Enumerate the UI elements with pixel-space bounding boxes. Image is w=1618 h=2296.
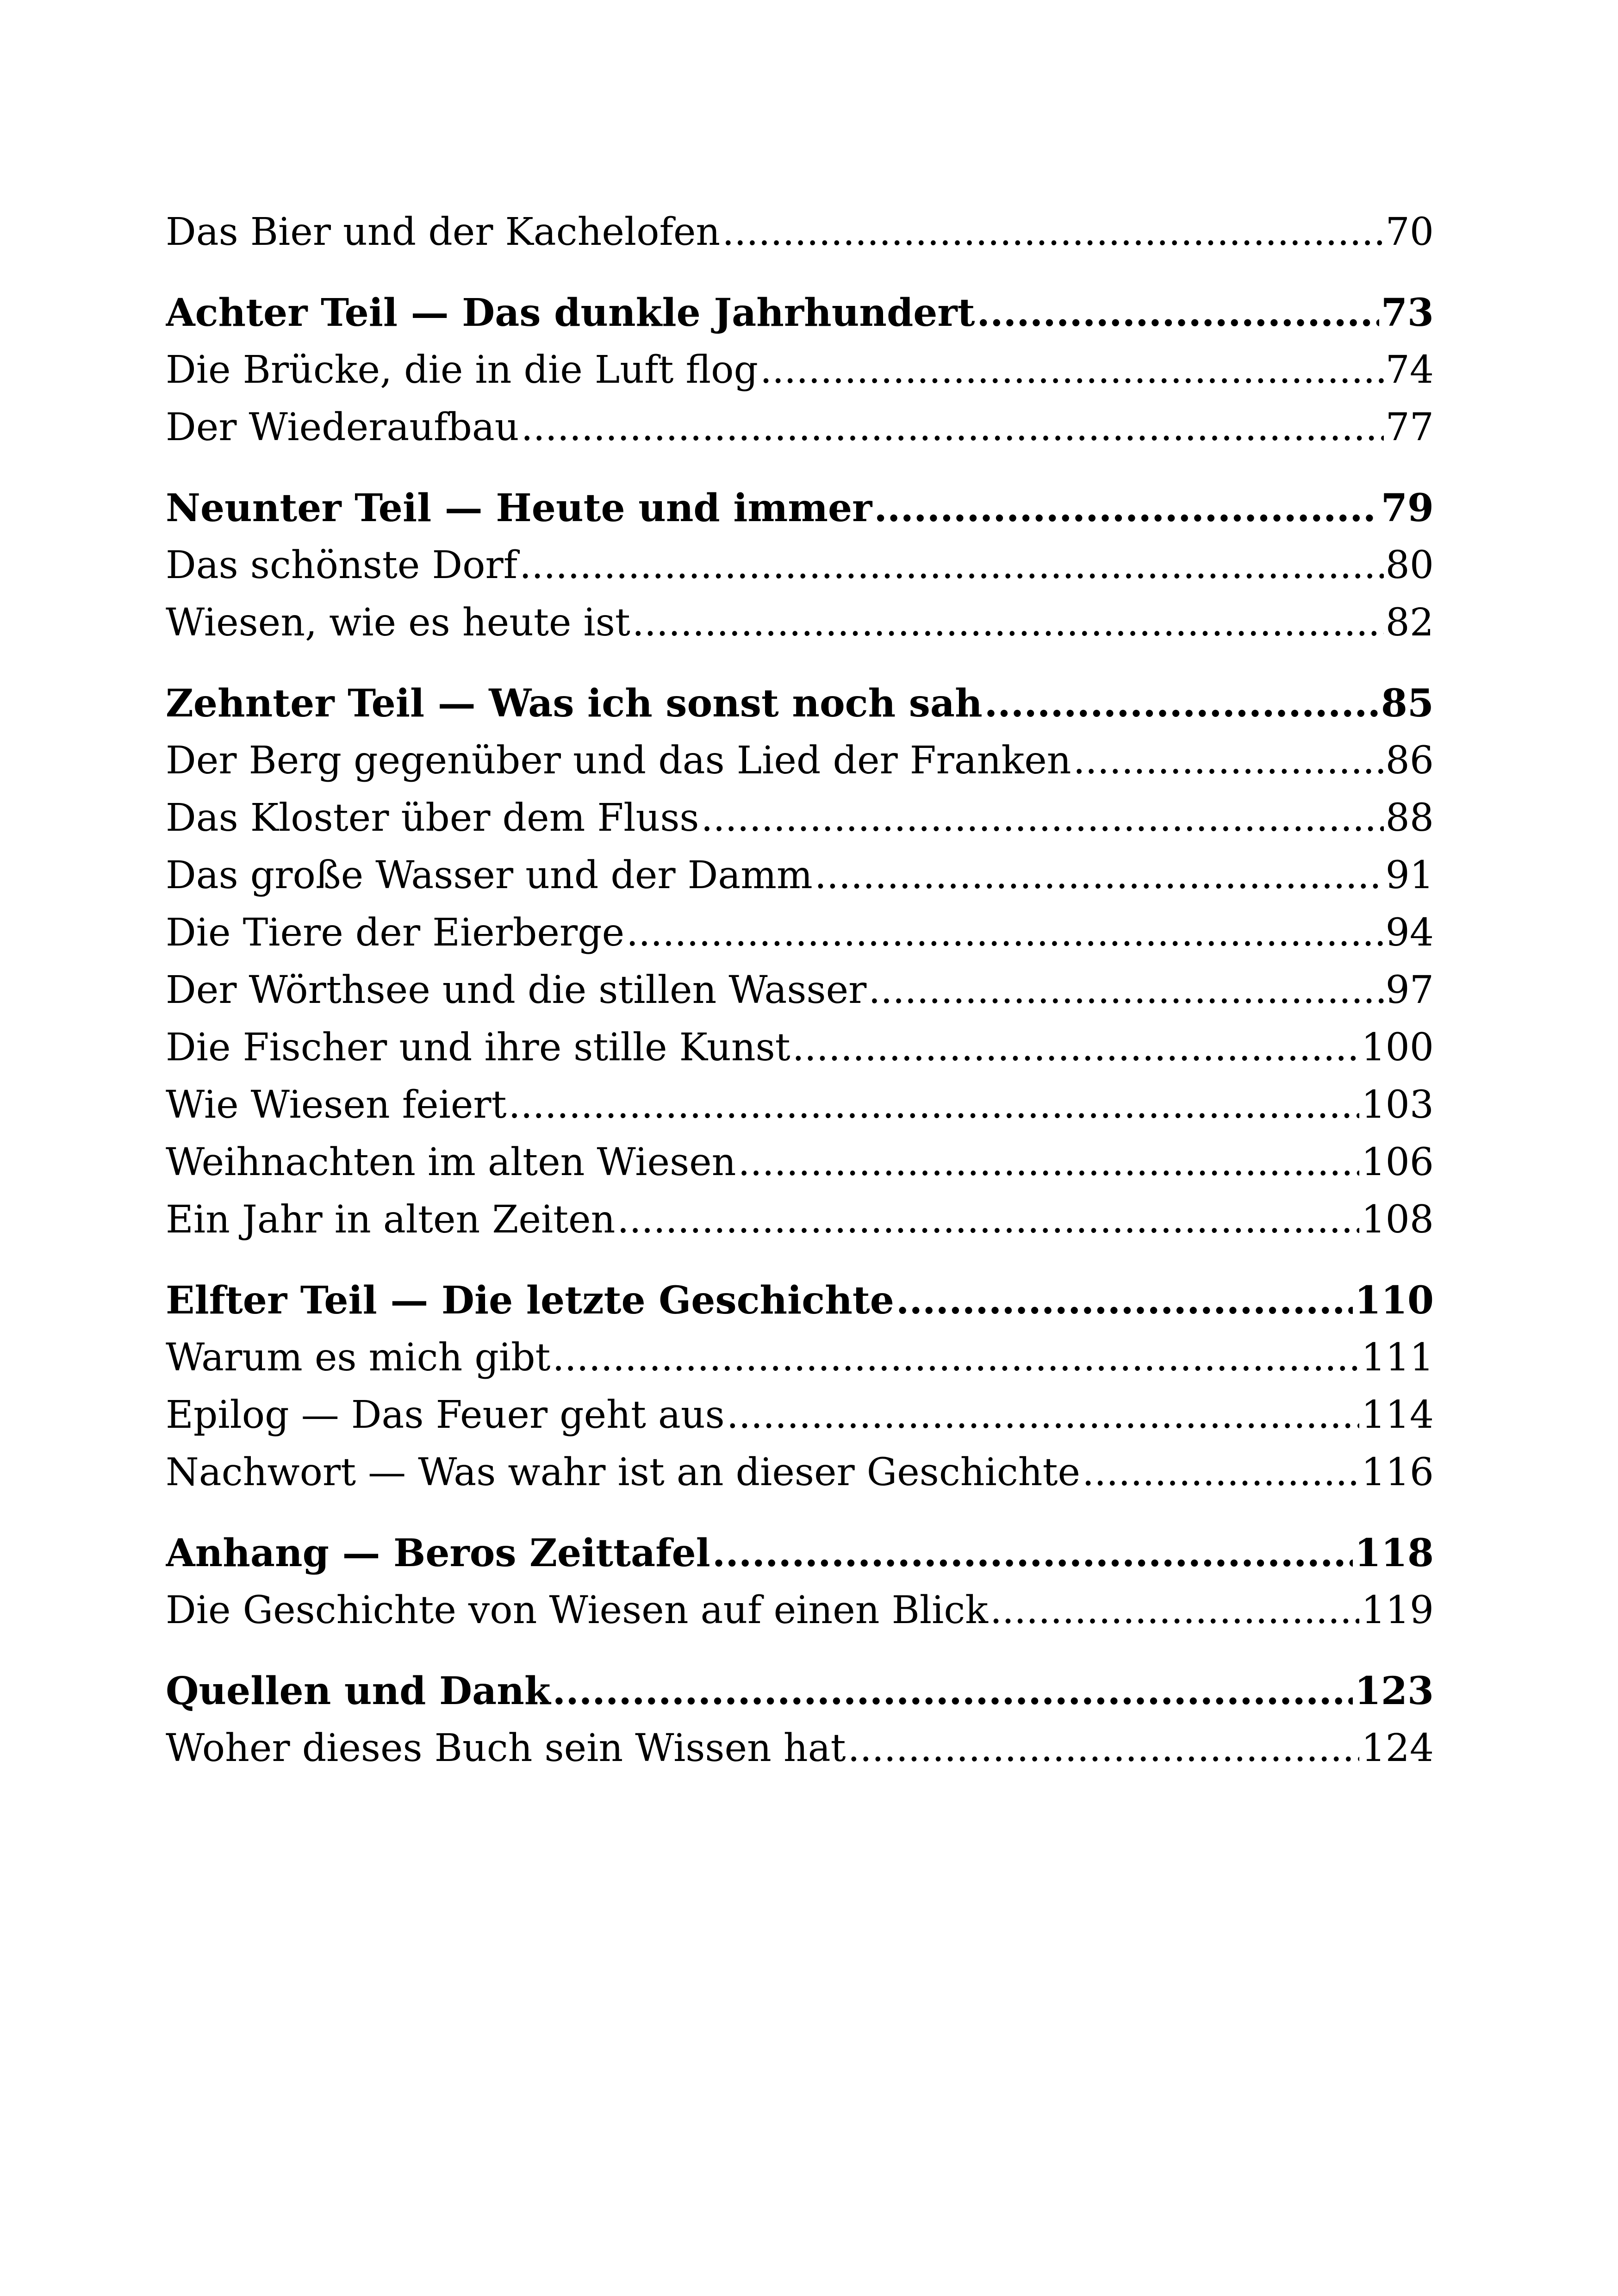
toc-entry-page: 106: [1361, 1140, 1434, 1184]
toc-entry-page: 111: [1361, 1336, 1434, 1380]
dot-leader: [1073, 732, 1384, 790]
toc-entry: [166, 1076, 1434, 1134]
toc-entry-title: Quellen und Dank: [166, 1669, 551, 1713]
toc-entry-title: Wie Wiesen feiert: [166, 1083, 507, 1127]
toc-entry-title: Zehnter Teil — Was ich sonst noch sah: [166, 681, 983, 726]
toc-entry-title: Weihnachten im alten Wiesen: [166, 1140, 736, 1184]
toc-entry: [166, 594, 1434, 652]
toc-entry-page: 82: [1385, 601, 1434, 645]
toc-entry-page: 100: [1361, 1026, 1434, 1070]
toc-entry: [166, 1444, 1434, 1501]
toc-part-heading: [166, 1272, 1434, 1329]
toc-entry-title: Nachwort — Was wahr ist an dieser Geschichte: [166, 1450, 1081, 1494]
toc-part-heading: [166, 1662, 1434, 1720]
dot-leader: [553, 1662, 1353, 1720]
toc-entry-page: 123: [1354, 1669, 1434, 1713]
toc-entry: [166, 204, 1434, 261]
toc-entry-page: 118: [1354, 1531, 1434, 1575]
toc-part-heading: [166, 1524, 1434, 1582]
toc-part-heading: [166, 284, 1434, 342]
dot-leader: [977, 284, 1379, 342]
toc-entry: [166, 732, 1434, 790]
toc-entry-page: 124: [1361, 1726, 1434, 1770]
table-of-contents: [166, 204, 1434, 1777]
dot-leader: [792, 1019, 1360, 1076]
toc-entry: [166, 790, 1434, 847]
toc-entry-title: Die Fischer und ihre stille Kunst: [166, 1026, 790, 1070]
toc-entry-title: Der Wiederaufbau: [166, 405, 519, 449]
toc-entry-page: 86: [1385, 739, 1434, 783]
toc-entry-page: 91: [1385, 853, 1434, 897]
toc-entry-page: 70: [1385, 210, 1434, 254]
toc-entry-page: 77: [1385, 405, 1434, 449]
toc-entry-title: Elfter Teil — Die letzte Geschichte: [166, 1278, 894, 1323]
toc-entry-page: 73: [1381, 291, 1434, 335]
dot-leader: [632, 594, 1384, 652]
toc-entry-page: 110: [1354, 1278, 1434, 1323]
toc-entry: [166, 537, 1434, 594]
toc-entry-title: Das schönste Dorf: [166, 543, 518, 587]
toc-entry-title: Woher dieses Buch sein Wissen hat: [166, 1726, 846, 1770]
toc-entry-title: Der Wörthsee und die stillen Wasser: [166, 968, 867, 1012]
toc-entry-page: 116: [1361, 1450, 1434, 1494]
toc-entry-title: Neunter Teil — Heute und immer: [166, 486, 872, 530]
toc-entry-title: Epilog — Das Feuer geht aus: [166, 1393, 725, 1437]
toc-entry: [166, 342, 1434, 399]
dot-leader: [990, 1582, 1360, 1639]
dot-leader: [701, 790, 1383, 847]
dot-leader: [738, 1134, 1359, 1191]
dot-leader: [815, 847, 1384, 904]
toc-entry-title: Warum es mich gibt: [166, 1336, 551, 1380]
toc-entry-page: 74: [1385, 348, 1434, 392]
toc-entry: [166, 904, 1434, 962]
toc-entry-title: Das Bier und der Kachelofen: [166, 210, 721, 254]
dot-leader: [1082, 1444, 1359, 1501]
dot-leader: [519, 537, 1384, 594]
toc-entry: [166, 1387, 1434, 1444]
dot-leader: [896, 1272, 1353, 1329]
toc-entry: [166, 1019, 1434, 1076]
toc-entry-page: 80: [1385, 543, 1434, 587]
toc-entry-page: 103: [1361, 1083, 1434, 1127]
toc-entry-page: 85: [1381, 681, 1434, 726]
dot-leader: [722, 204, 1383, 261]
toc-entry: [166, 1191, 1434, 1249]
toc-entry-title: Die Geschichte von Wiesen auf einen Blick: [166, 1588, 988, 1632]
dot-leader: [553, 1329, 1360, 1387]
toc-entry: [166, 399, 1434, 456]
toc-entry-page: 97: [1385, 968, 1434, 1012]
toc-entry-page: 114: [1361, 1393, 1434, 1437]
toc-entry: [166, 1720, 1434, 1777]
toc-entry-page: 79: [1381, 486, 1434, 530]
toc-entry-title: Anhang — Beros Zeittafel: [166, 1531, 710, 1575]
dot-leader: [874, 479, 1379, 537]
toc-entry-page: 94: [1385, 911, 1434, 955]
toc-entry-title: Achter Teil — Das dunkle Jahrhundert: [166, 291, 975, 335]
toc-entry-page: 119: [1361, 1588, 1434, 1632]
toc-part-heading: [166, 675, 1434, 732]
dot-leader: [868, 962, 1383, 1019]
dot-leader: [848, 1720, 1360, 1777]
toc-entry-title: Die Tiere der Eierberge: [166, 911, 625, 955]
dot-leader: [712, 1524, 1353, 1582]
dot-leader: [984, 675, 1379, 732]
toc-part-heading: [166, 479, 1434, 537]
toc-entry: [166, 962, 1434, 1019]
toc-entry-page: 108: [1361, 1198, 1434, 1242]
toc-entry-page: 88: [1385, 796, 1434, 840]
toc-entry-title: Das Kloster über dem Fluss: [166, 796, 699, 840]
toc-entry: [166, 1582, 1434, 1639]
toc-entry-title: Die Brücke, die in die Luft flog: [166, 348, 759, 392]
toc-entry-title: Das große Wasser und der Damm: [166, 853, 813, 897]
toc-entry-title: Der Berg gegenüber und das Lied der Franken: [166, 739, 1071, 783]
dot-leader: [727, 1387, 1360, 1444]
toc-entry-title: Wiesen, wie es heute ist: [166, 601, 630, 645]
dot-leader: [760, 342, 1384, 399]
dot-leader: [617, 1191, 1359, 1249]
dot-leader: [509, 1076, 1360, 1134]
dot-leader: [521, 399, 1384, 456]
toc-entry: [166, 847, 1434, 904]
toc-entry: [166, 1134, 1434, 1191]
toc-entry: [166, 1329, 1434, 1387]
toc-entry-title: Ein Jahr in alten Zeiten: [166, 1198, 616, 1242]
dot-leader: [626, 904, 1384, 962]
